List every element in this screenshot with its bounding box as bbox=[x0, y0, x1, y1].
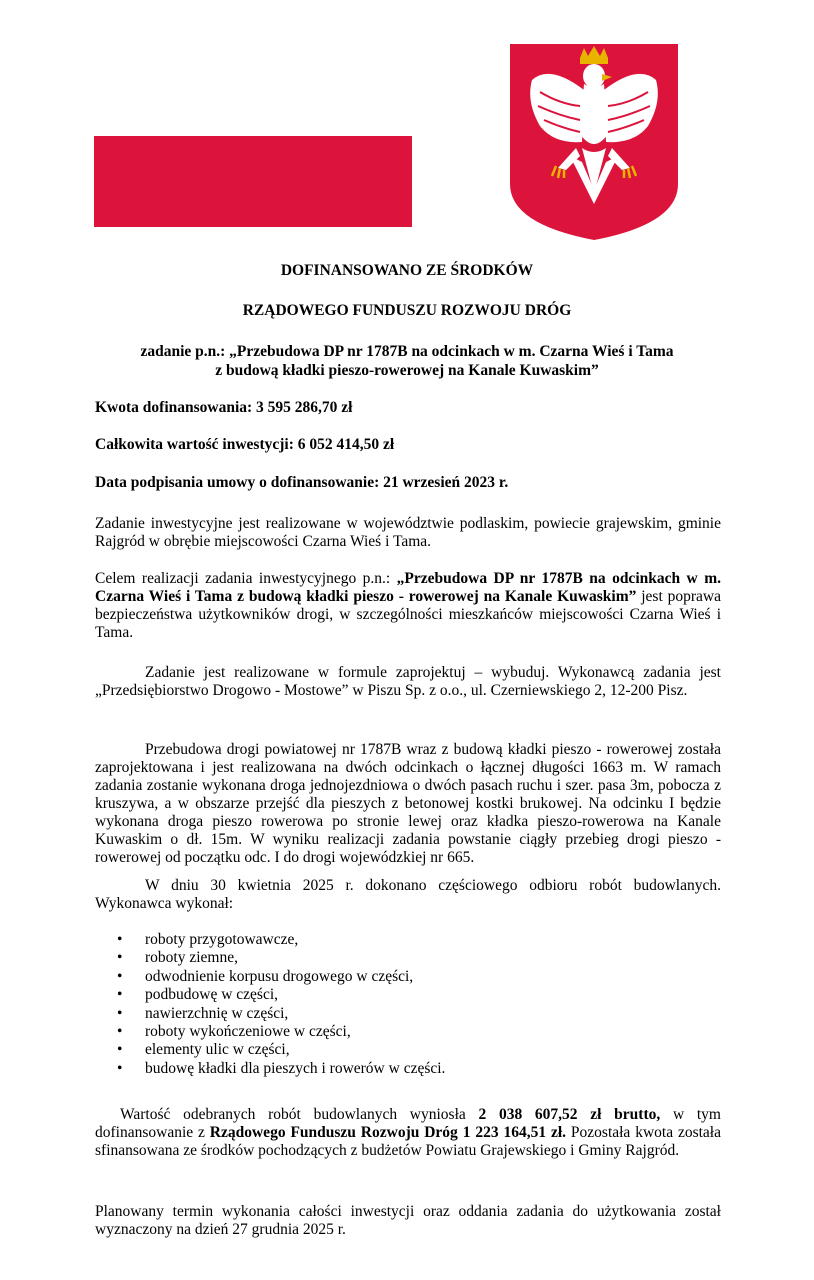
paragraph-scope: Przebudowa drogi powiatowej nr 1787B wraz z budową kładki pieszo - rowerowej została zaprojektowana i jest realizowana na dwóch odcinkach o łącznej długości 1663 m. W ramach zadania zostanie wykonana droga jednojezdniowa o dwóch pasach ruchu i szer. pasa 3m, pobocza z kruszywa, a w obszarze przejść dla pieszych z betonowej kostki brukowej. Na odcinku I będzie wykonana droga pieszo rowerowa po stronie lewej oraz kładka pieszo-rowerowa na Kanale Kuwaskim o dł. 15m. W wyniku realizacji zadania powstanie ciągły przebieg drogi pieszo - rowerowej od początku odc. I do drogi wojewódzkiej nr 665. bbox=[95, 741, 721, 866]
task-title-line-1: zadanie p.n.: „Przebudowa DP nr 1787B na odcinkach w m. Czarna Wieś i Tama bbox=[140, 343, 674, 360]
value-remainder: Pozostała kwota została sfinansowana ze środków pochodzących z budżetów Powiatu Grajewskiego i Gminy Rajgród. bbox=[95, 1124, 721, 1159]
headline-line-2: RZĄDOWEGO FUNDUSZU ROZWOJU DRÓG bbox=[242, 302, 572, 319]
list-item: • elementy ulic w części, bbox=[95, 1041, 445, 1059]
paragraph-location: Zadanie inwestycyjne jest realizowane w województwie podlaskim, powiecie grajewskim, gminie Rajgród w obrębie miejscowości Czarna Wieś i Tama. bbox=[95, 515, 721, 550]
polish-eagle-emblem-icon bbox=[510, 44, 678, 240]
completed-works-list bbox=[95, 931, 445, 1078]
value-funding-intro: w tym dofinansowanie z bbox=[95, 1106, 721, 1141]
goal-description: jest poprawa bezpieczeństwa użytkowników drogi, w szczególności mieszkańców miejscowości Czarna Wieś i Tama. bbox=[95, 588, 721, 641]
list-item: • podbudowę w części, bbox=[95, 986, 445, 1004]
goal-task-name: „Przebudowa DP nr 1787B na odcinkach w m. Czarna Wieś i Tama z budową kładki pieszo - rowerowej na Kanale Kuwaskim” bbox=[95, 570, 721, 605]
list-item: • roboty ziemne, bbox=[95, 949, 445, 967]
total-investment-value: Całkowita wartość inwestycji: 6 052 414,50 zł bbox=[95, 436, 395, 453]
polish-flag-red-stripe bbox=[94, 136, 412, 227]
paragraph-goal bbox=[95, 570, 721, 642]
value-gross: 2 038 607,52 zł brutto, bbox=[478, 1106, 661, 1123]
value-funding: Rządowego Funduszu Rozwoju Dróg 1 223 164,51 zł. bbox=[209, 1124, 567, 1141]
funding-amount: Kwota dofinansowania: 3 595 286,70 zł bbox=[95, 399, 353, 416]
value-intro: Wartość odebranych robót budowlanych wyniosła bbox=[120, 1106, 479, 1123]
paragraph-value bbox=[95, 1106, 721, 1160]
goal-intro: Celem realizacji zadania inwestycyjnego p.n.: bbox=[95, 570, 397, 587]
task-title-line-2: z budową kładki pieszo-rowerowej na Kanale Kuwaskim” bbox=[215, 362, 599, 379]
paragraph-partial-acceptance: W dniu 30 kwietnia 2025 r. dokonano częściowego odbioru robót budowlanych. Wykonawca wykonał: bbox=[95, 877, 721, 912]
paragraph-contractor: Zadanie jest realizowane w formule zaprojektuj – wybuduj. Wykonawcą zadania jest „Przedsiębiorstwo Drogowo - Mostowe” w Piszu Sp. z o.o., ul. Czerniewskiego 2, 12-200 Pisz. bbox=[95, 664, 721, 699]
task-title bbox=[0, 342, 814, 380]
paragraph-deadline: Planowany termin wykonania całości inwestycji oraz oddania zadania do użytkowania został wyznaczony na dzień 27 grudnia 2025 r. bbox=[95, 1203, 721, 1238]
headline-line-1: DOFINANSOWANO ZE ŚRODKÓW bbox=[280, 262, 534, 279]
list-item: • roboty wykończeniowe w części, bbox=[95, 1023, 445, 1041]
list-item: • odwodnienie korpusu drogowego w części, bbox=[95, 968, 445, 986]
list-item: • budowę kładki dla pieszych i rowerów w części. bbox=[95, 1060, 445, 1078]
list-item: • nawierzchnię w części, bbox=[95, 1005, 445, 1023]
list-item: • roboty przygotowawcze, bbox=[95, 931, 445, 949]
agreement-signing-date: Data podpisania umowy o dofinansowanie: 21 wrzesień 2023 r. bbox=[95, 474, 509, 491]
